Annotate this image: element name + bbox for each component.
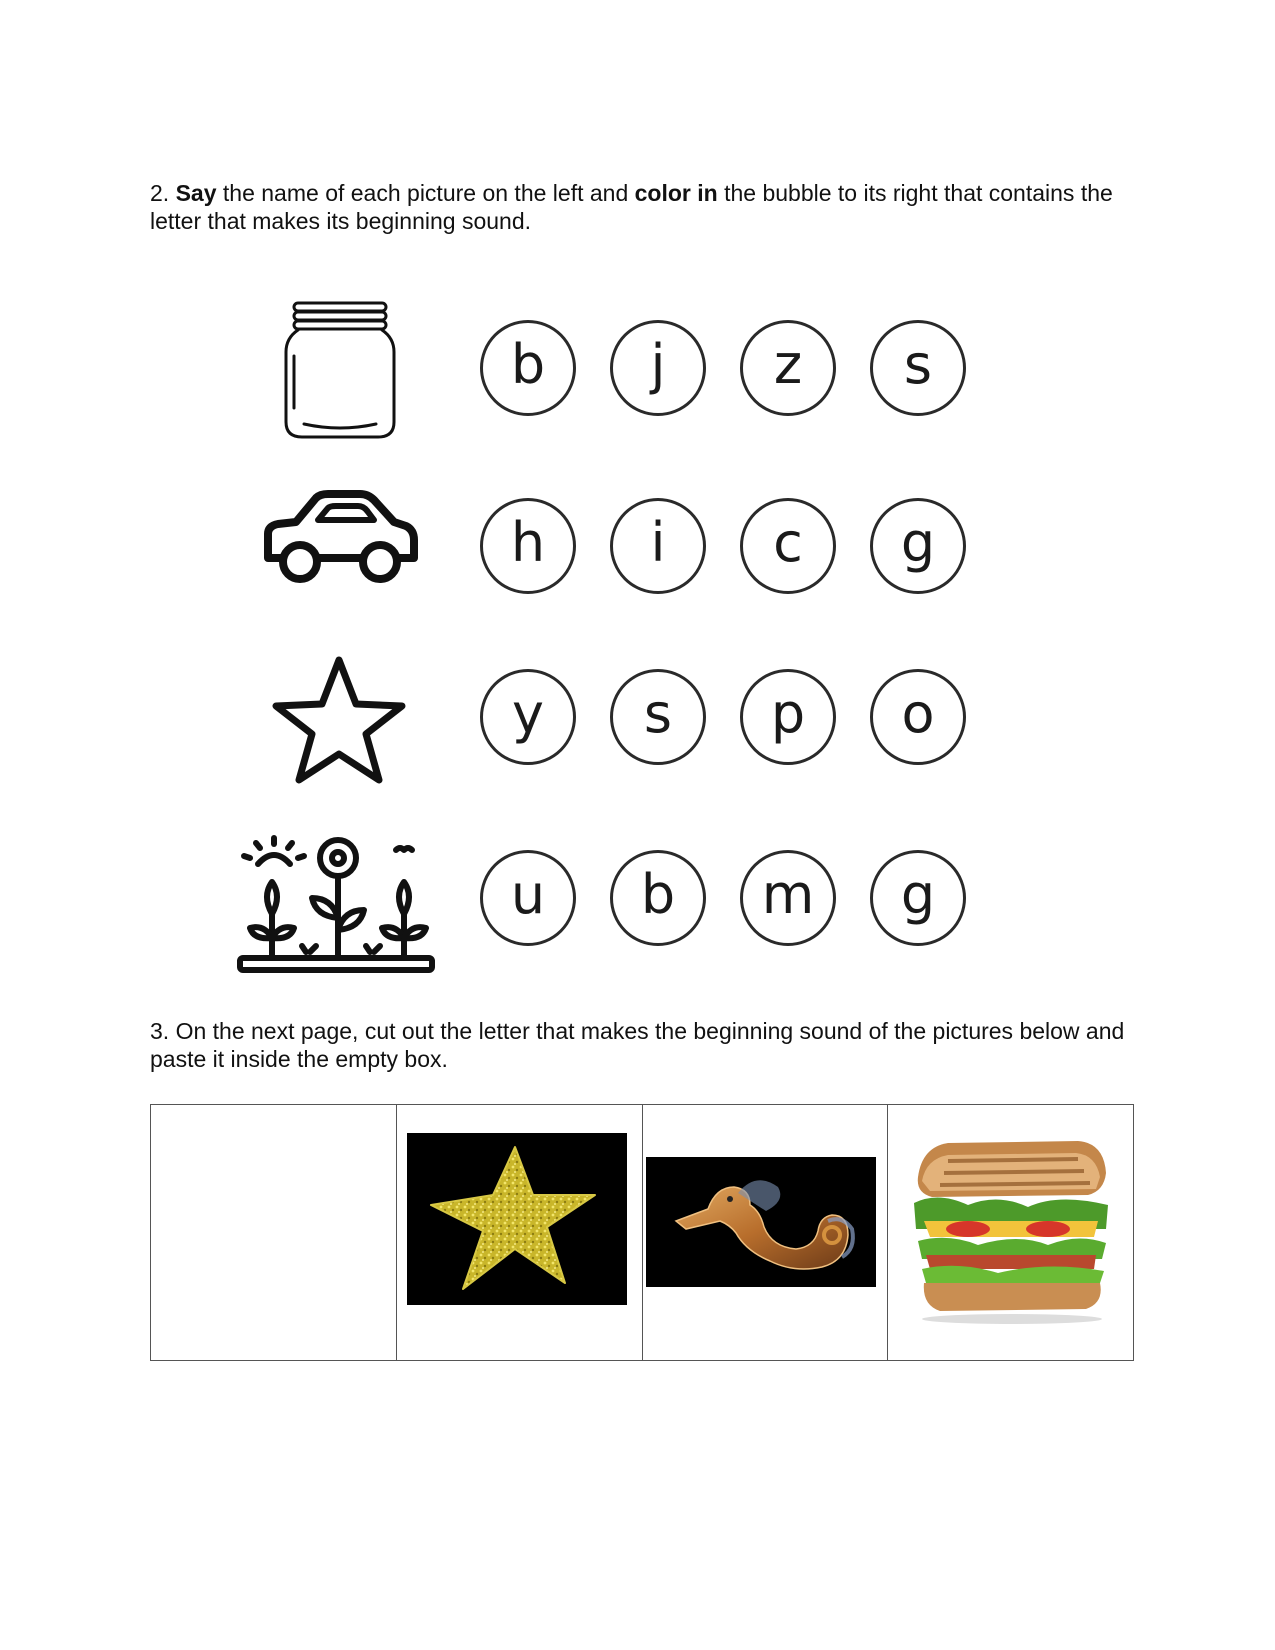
letter-bubble[interactable]: j [610,320,706,416]
letter-bubble[interactable]: b [610,850,706,946]
letter-bubble[interactable]: u [480,850,576,946]
star-outline-icon [268,652,410,786]
q2-say: Say [175,180,217,206]
letter-bubble[interactable]: o [870,669,966,765]
q2-color-in: color in [634,180,718,206]
table-row [151,1105,1134,1361]
q2-instructions: 2. Say the name of each picture on the left and color in the bubble to its right that contains the letter that makes its beginning sound. [150,180,1113,234]
letter-bubble[interactable]: z [740,320,836,416]
sandwich-photo [908,1133,1114,1325]
car-icon [256,488,422,588]
q3-instructions: 3. On the next page, cut out the letter that makes the beginning sound of the pictures below and paste it inside the empty box. [150,1018,1125,1072]
letter-bubble[interactable]: b [480,320,576,416]
seahorse-photo [646,1157,876,1287]
letter-bubble[interactable]: y [480,669,576,765]
letter-bubble[interactable]: g [870,498,966,594]
garden-icon [236,834,442,976]
empty-paste-box[interactable] [151,1105,397,1361]
letter-bubble[interactable]: m [740,850,836,946]
letter-bubble[interactable]: s [610,669,706,765]
letter-bubble[interactable]: h [480,498,576,594]
table-cell [888,1105,1134,1361]
jar-icon [280,300,400,440]
letter-bubble[interactable]: c [740,498,836,594]
letter-bubble[interactable]: p [740,669,836,765]
cut-paste-table [150,1104,1134,1361]
table-cell [396,1105,642,1361]
letter-bubble[interactable]: g [870,850,966,946]
glitter-star-photo [407,1133,627,1305]
letter-bubble[interactable]: s [870,320,966,416]
table-cell [642,1105,888,1361]
letter-bubble[interactable]: i [610,498,706,594]
